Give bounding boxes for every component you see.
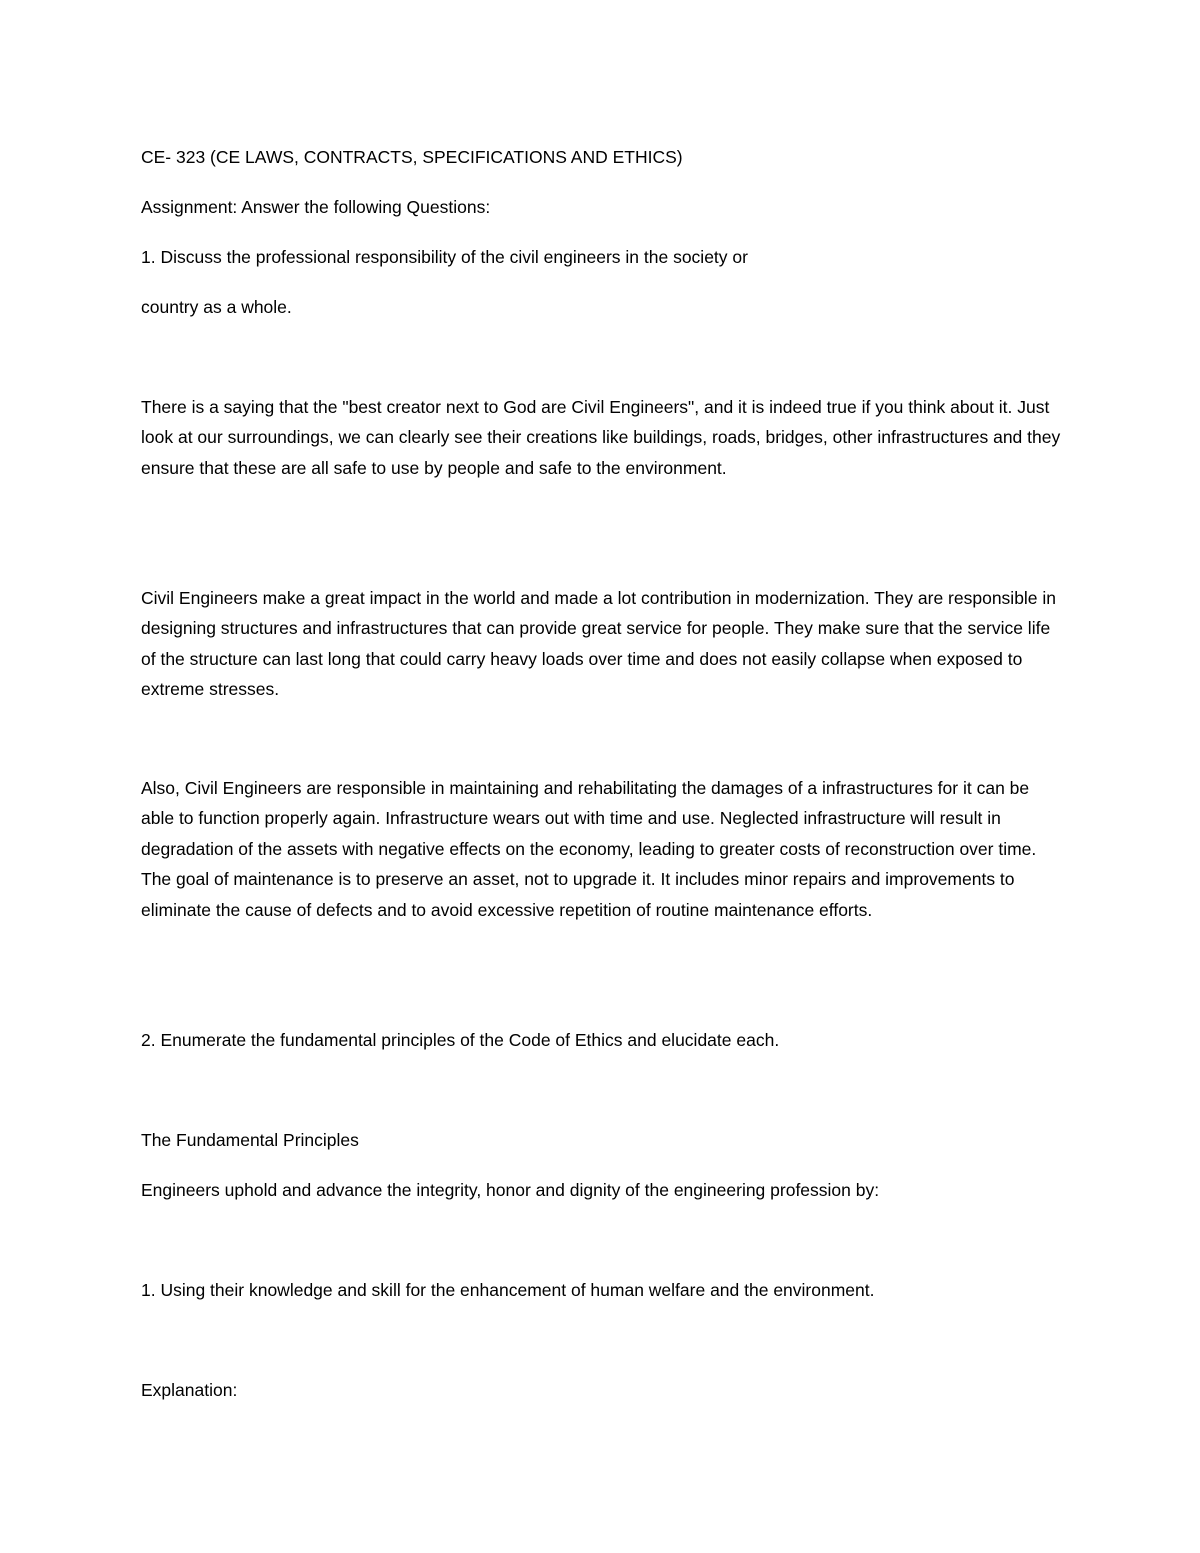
answer-1-paragraph-2: Civil Engineers make a great impact in the world and made a lot contribution in modernization. They are responsible in designing structures and infrastructures that can provide great service for people. They make sure that the service life of the structure can last long that could carry heavy loads over time and does not easily collapse when exposed to extreme stresses. <box>141 588 1057 700</box>
course-title: CE- 323 (CE LAWS, CONTRACTS, SPECIFICATIONS AND ETHICS) <box>141 147 683 167</box>
principles-intro: Engineers uphold and advance the integrity, honor and dignity of the engineering profession by: <box>141 1180 880 1200</box>
question-1-line-2: country as a whole. <box>141 297 292 317</box>
principle-1: 1. Using their knowledge and skill for the enhancement of human welfare and the environment. <box>141 1280 875 1300</box>
explanation-label: Explanation: <box>141 1380 238 1400</box>
question-1-line-1: 1. Discuss the professional responsibility of the civil engineers in the society or <box>141 247 748 267</box>
answer-1-paragraph-1: There is a saying that the "best creator next to God are Civil Engineers", and it is indeed true if you think about it. Just look at our surroundings, we can clearly see their creations like buildings, roads, bridges, other infrastructures and they ensure that these are all safe to use by people and safe to the environment. <box>141 397 1061 478</box>
assignment-heading: Assignment: Answer the following Questions: <box>141 197 491 217</box>
answer-1-paragraph-3: Also, Civil Engineers are responsible in maintaining and rehabilitating the damages of a infrastructures for it can be able to function properly again. Infrastructure wears out with time and use. Neglected infrastructure will result in degradation of the assets with negative effects on the economy, leading to greater costs of reconstruction over time. The goal of maintenance is to preserve an asset, not to upgrade it. It includes minor repairs and improvements to eliminate the cause of defects and to avoid excessive repetition of routine maintenance efforts. <box>141 778 1037 920</box>
principles-heading: The Fundamental Principles <box>141 1130 359 1150</box>
question-2: 2. Enumerate the fundamental principles of the Code of Ethics and elucidate each. <box>141 1030 780 1050</box>
